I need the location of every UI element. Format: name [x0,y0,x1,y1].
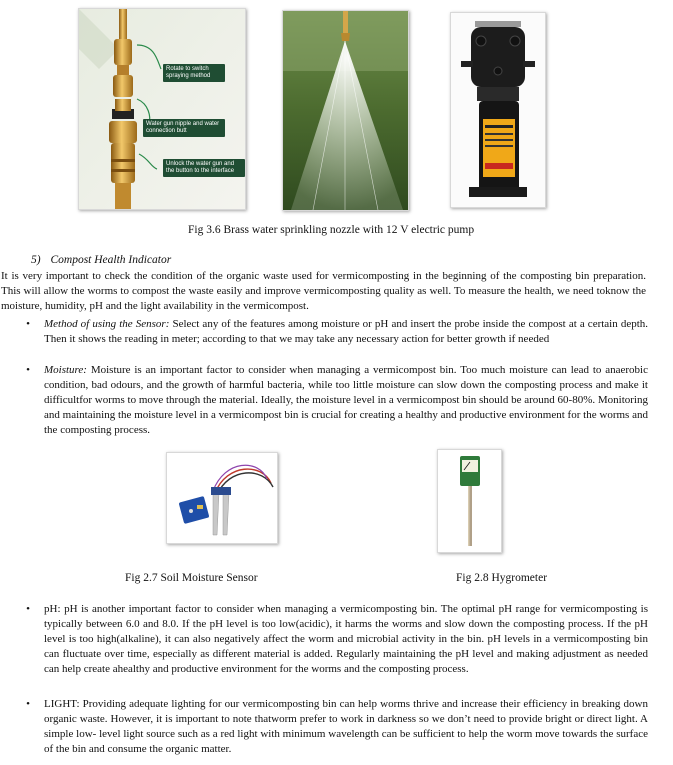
bullet-light-text: LIGHT: Providing adequate lighting for our vermicomposting bin can help worms thrive and increase their efficiency in breaking down organic waste. However, it is important to note thatworm prefer to work in darkness so we don’t need to provide bright or direct light. A simple low- level light source such as a red light with minimum wavelength can be sufficient to help the worm move towards the surface of the bin and consume the organic matter. [44,698,648,755]
figure-caption-3-6: Fig 3.6 Brass water sprinkling nozzle with 12 V electric pump [188,224,475,236]
callout-rotate: Rotate to switch spraying method [163,64,225,82]
brass-nozzle-illustration [79,9,245,209]
hygrometer-illustration [438,450,501,552]
figure-caption-2-7: Fig 2.7 Soil Moisture Sensor [125,572,258,584]
soil-moisture-sensor-photo [166,452,278,544]
soil-moisture-sensor-illustration [167,453,277,543]
water-spray-illustration [283,11,408,210]
callout-nipple: Water gun nipple and water connection butt [143,119,225,137]
intro-text: It is very important to check the condition of the organic waste used for vermicomposting in the beginning of the composting bin preparation. This will allow the worms to compost the waste easily and improve vermicomposting quality as well. To measure the health, we need toknow the moisture, humidity, pH and the light availability in the vermicompost. [1,270,646,312]
bullet-dot: • [26,698,30,710]
bullet-method-body: Select any of the features among moisture or pH and insert the probe inside the compost at a certain depth. Then it shows the reading in meter; according to that we may take any necessary action for better growth if needed [44,318,649,345]
figure-caption-2-8: Fig 2.8 Hygrometer [456,572,548,584]
spray-photo [282,10,409,211]
bullet-dot: • [26,603,30,615]
callout-unlock: Unlock the water gun and the button to the interface [163,159,245,177]
hygrometer-photo [437,449,502,553]
section-number: 5) [31,254,41,266]
bullet-moisture-label: Moisture: [44,364,87,376]
bullet-dot: • [26,364,30,376]
bullet-moisture-body: Moisture is an important factor to consider when managing a vermicompost bin. Too much moisture can lead to anaerobic condition, bad odours, and the growth of harmful bacteria, while too little moisture can slow down the composting process and make it difficultfor worms to move through the material. Ideally, the moisture level in a vermicompost bin should be around 60-80%. Monitoring and maintaining the moisture level in a vermicompost bin is crucial for creating a healthy and productive environment for the worms and the composting process. [44,364,648,436]
bullet-method-text [44,317,648,347]
bullet-method-label: Method of using the Sensor: [44,318,170,330]
section-heading [31,254,171,266]
bullet-ph-text: pH: pH is another important factor to consider when managing a vermicomposting bin. The optimal pH range for vermicomposting is typically between 6.0 and 8.0. If the pH level is too low(acidic), it harms the worms and slow down the composting process. If the pH level is too high(alkaline), it can also negatively affect the worm and microbial activity in the bin. pH levels in a vermicomposting bin can fluctuate over time, especially as different material is added. Regularly maintaining the pH level and making adjustment as needed can help create ahealthy and productive environment for the worms and the composting process. [44,603,648,675]
bullet-moisture-text [44,363,648,438]
bullet-dot: • [26,318,30,330]
nozzle-photo [78,8,246,210]
intro-paragraph [1,269,646,314]
electric-pump-illustration [451,13,545,207]
section-title: Compost Health Indicator [50,254,172,266]
pump-photo [450,12,546,208]
